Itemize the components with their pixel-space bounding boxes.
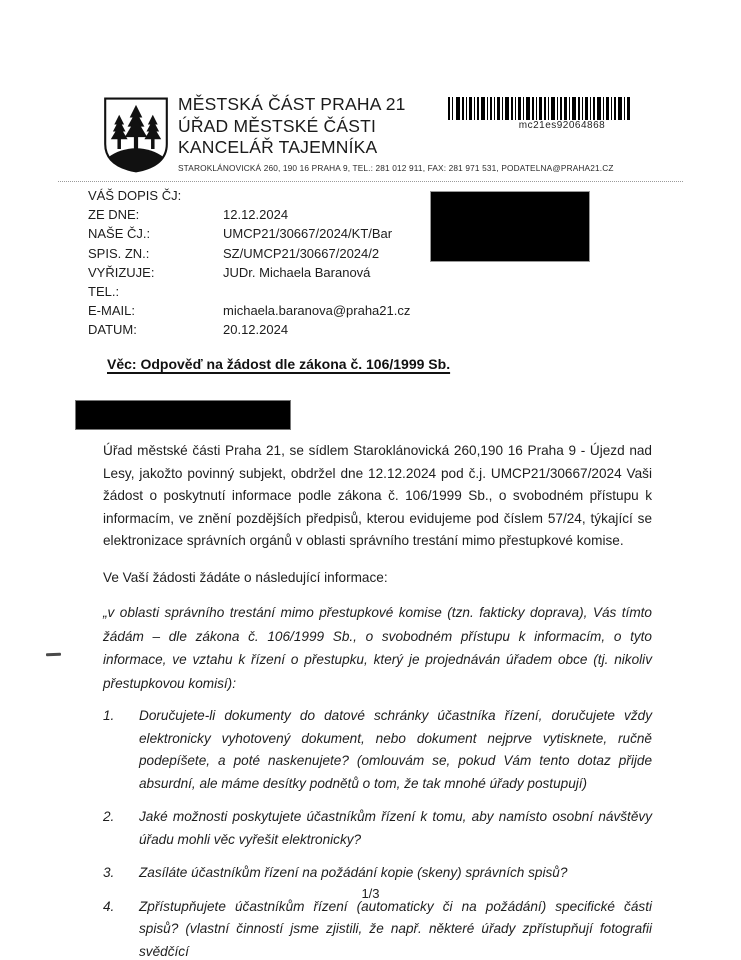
- quoted-request: „v oblasti správního trestání mimo přestupkové komise (tzn. fakticky doprava), Vás tímto žádám – dle zákona č. 106/1999 Sb., o svobodném přístupu k informacím, o tyto informace, ve vztahu k řízení o přestupku, který je projednáván úřadem obce (tj. nikoliv přestupkovou komisí):: [103, 605, 652, 691]
- meta-value: 20.12.2024: [223, 322, 289, 338]
- barcode-label: mc21es92064868: [518, 120, 606, 131]
- meta-row-vyrizuje: [88, 263, 428, 282]
- meta-label: ZE DNE:: [88, 207, 140, 223]
- list-item-1: [103, 705, 652, 795]
- meta-row-tel: [88, 282, 428, 301]
- meta-value: michaela.baranova@praha21.cz: [223, 303, 411, 319]
- org-name-line2: ÚŘAD MĚSTSKÉ ČÁSTI: [178, 115, 377, 136]
- list-text: Doručujete-li dokumenty do datové schránky účastníka řízení, doručujete vždy elektronicky vyhotovený dokument, nebo dokument nejprve vytisknete, ručně podepíšete, a poté naskenujete? (omlouvám se, pokud Vám tento dotaz přijde absurdní, ale máme desítky podnětů o tom, že tak mnohé úřady postupují): [139, 708, 652, 791]
- question-list: [103, 705, 652, 960]
- meta-value: 12.12.2024: [223, 207, 289, 223]
- meta-label: NAŠE ČJ.:: [88, 226, 151, 242]
- meta-label: DATUM:: [88, 322, 137, 338]
- coat-of-arms-logo: [101, 96, 171, 174]
- list-item-2: [103, 806, 652, 851]
- meta-label: VYŘIZUJE:: [88, 264, 155, 280]
- meta-row-email: [88, 301, 428, 320]
- redaction-box-addressee: [430, 191, 590, 262]
- scan-artifact-mark: [46, 653, 61, 657]
- meta-row-vas-dopis: [88, 186, 428, 205]
- letter-body: [103, 440, 652, 960]
- list-text: Jaké možnosti poskytujete účastníkům řízení k tomu, aby namísto osobní návštěvy úřadu mohli věc vyřešit elektronicky?: [139, 809, 652, 847]
- list-item-4: [103, 896, 652, 960]
- meta-label: SPIS. ZN.:: [88, 245, 150, 261]
- meta-value: [223, 186, 428, 205]
- org-name-line1: MĚSTSKÁ ČÁST PRAHA 21: [178, 94, 406, 114]
- meta-row-spis-zn: [88, 244, 428, 263]
- meta-label: VÁŠ DOPIS ČJ:: [88, 188, 182, 203]
- list-text: Zpřístupňujete účastníkům řízení (automaticky či na požádání) specifické části spisů? (vlastní činností jsme zjistili, že např. některé úřady zpřístupňují fotografii svědčící: [139, 898, 652, 959]
- redaction-bar-salutation: [75, 400, 291, 430]
- list-number: 4.: [103, 898, 115, 914]
- org-address-line: STAROKLÁNOVICKÁ 260, 190 16 PRAHA 9, TEL.: 281 012 911, FAX: 281 971 531, PODATELNA@PRAHA21.CZ: [178, 162, 614, 173]
- header-separator: [58, 181, 683, 182]
- meta-row-datum: [88, 320, 428, 339]
- meta-row-nase-cj: [88, 224, 428, 243]
- list-text: Zasíláte účastníkům řízení na požádání kopie (skeny) správních spisů?: [139, 865, 568, 880]
- meta-value: SZ/UMCP21/30667/2024/2: [223, 245, 380, 261]
- document-meta-block: [88, 186, 428, 340]
- paragraph-request-lead: Ve Vaší žádosti žádáte o následující informace:: [103, 569, 388, 585]
- meta-label: TEL.:: [88, 284, 120, 300]
- meta-row-ze-dne: [88, 205, 428, 224]
- paragraph-intro: Úřad městské části Praha 21, se sídlem Staroklánovická 260,190 16 Praha 9 - Újezd nad Lesy, jakožto povinný subjekt, obdržel dne 12.12.2024 pod č.j. UMCP21/30667/2024 Vaši žádost o poskytnutí informace podle zákona č. 106/1999 Sb., o svobodném přístupu k informacím, ve znění pozdějších předpisů, kterou evidujeme pod číslem 57/24, týkající se elektronizace správních orgánů v oblasti správního trestání mimo přestupkové komise.: [103, 443, 652, 548]
- subject-line: Věc: Odpověď na žádost dle zákona č. 106/1999 Sb.: [107, 356, 451, 372]
- meta-value: [223, 282, 428, 301]
- barcode-image: [448, 97, 630, 120]
- list-number: 3.: [103, 865, 115, 880]
- page-number: 1/3: [361, 886, 380, 901]
- list-item-3: [103, 862, 652, 885]
- org-name-line3: KANCELÁŘ TAJEMNÍKA: [178, 137, 378, 157]
- barcode-block: [448, 97, 630, 132]
- meta-value: JUDr. Michaela Baranová: [223, 264, 371, 280]
- meta-value: UMCP21/30667/2024/KT/Bar: [223, 226, 393, 242]
- list-number: 2.: [103, 809, 115, 824]
- list-number: 1.: [103, 708, 115, 723]
- meta-label: E-MAIL:: [88, 303, 135, 319]
